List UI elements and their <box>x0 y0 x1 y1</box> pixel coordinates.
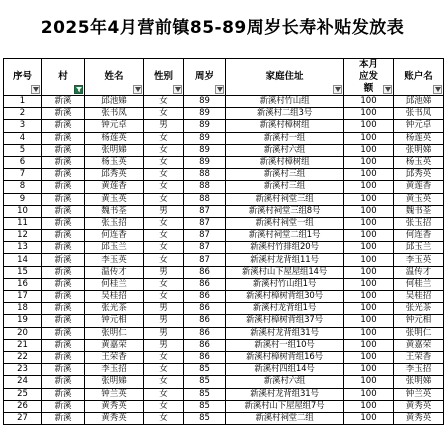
cell-name[interactable]: 李玉招 <box>85 364 144 376</box>
table-row <box>4 266 444 278</box>
cell-age[interactable]: 85 <box>184 388 226 400</box>
cell-age[interactable]: 89 <box>184 108 226 120</box>
cell-amount[interactable]: 100 <box>344 412 394 424</box>
cell-gender[interactable]: 女 <box>144 388 184 400</box>
header-account <box>394 59 444 96</box>
cell-no[interactable]: 5 <box>4 144 42 156</box>
cell-age[interactable]: 85 <box>184 364 226 376</box>
cell-address[interactable]: 新溪村一组 <box>226 132 344 144</box>
cell-amount[interactable]: 100 <box>344 400 394 412</box>
filter-dropdown-icon[interactable] <box>433 85 442 94</box>
cell-village[interactable]: 新溪 <box>42 291 85 303</box>
header-gender <box>144 59 184 96</box>
filter-dropdown-icon[interactable] <box>333 85 342 94</box>
cell-address[interactable]: 新溪村六组 <box>226 144 344 156</box>
table-row <box>4 351 444 363</box>
cell-village[interactable]: 新溪 <box>42 144 85 156</box>
cell-gender[interactable]: 男 <box>144 315 184 327</box>
cell-gender[interactable]: 女 <box>144 278 184 290</box>
table-row <box>4 144 444 156</box>
cell-age[interactable]: 85 <box>184 376 226 388</box>
cell-village[interactable]: 新溪 <box>42 388 85 400</box>
sheet-title: 2025年4月营前镇85-89周岁长寿补贴发放表 <box>40 17 405 38</box>
cell-amount[interactable]: 100 <box>344 120 394 132</box>
header-no-label: 序号 <box>12 71 32 82</box>
cell-age[interactable]: 86 <box>184 278 226 290</box>
cell-no[interactable]: 19 <box>4 315 42 327</box>
cell-address[interactable]: 新溪村竹排组20号 <box>226 242 344 254</box>
cell-age[interactable]: 86 <box>184 339 226 351</box>
cell-village[interactable]: 新溪 <box>42 217 85 229</box>
cell-no[interactable]: 10 <box>4 205 42 217</box>
table-row <box>4 230 444 242</box>
cell-age[interactable]: 86 <box>184 315 226 327</box>
cell-account[interactable]: 何连香 <box>394 230 444 242</box>
cell-amount[interactable]: 100 <box>344 315 394 327</box>
table-row <box>4 169 444 181</box>
cell-address[interactable]: 新溪村龙背组11号 <box>226 254 344 266</box>
cell-gender[interactable]: 男 <box>144 266 184 278</box>
cell-address[interactable]: 新溪村祠堂二组 <box>226 412 344 424</box>
cell-village[interactable]: 新溪 <box>42 254 85 266</box>
cell-address[interactable]: 新溪村龙背组31号 <box>226 327 344 339</box>
header-age <box>184 59 226 96</box>
header-gender-label: 性别 <box>153 71 173 82</box>
cell-gender[interactable]: 女 <box>144 156 184 168</box>
cell-amount[interactable]: 100 <box>344 254 394 266</box>
table-row <box>4 364 444 376</box>
cell-no[interactable]: 15 <box>4 266 42 278</box>
cell-name[interactable]: 张明娣 <box>85 144 144 156</box>
cell-name[interactable]: 邱秀英 <box>85 169 144 181</box>
cell-amount[interactable]: 100 <box>344 364 394 376</box>
cell-village[interactable]: 新溪 <box>42 351 85 363</box>
cell-address[interactable]: 新溪村竹山组1号 <box>226 278 344 290</box>
table-row <box>4 339 444 351</box>
cell-name[interactable]: 杨莲英 <box>85 132 144 144</box>
cell-name[interactable]: 张书凤 <box>85 108 144 120</box>
cell-no[interactable]: 22 <box>4 351 42 363</box>
table-row <box>4 193 444 205</box>
header-amount-label: 本月应发额 <box>358 59 378 94</box>
cell-address[interactable]: 新溪村祠堂一组 <box>226 217 344 229</box>
cell-no[interactable]: 14 <box>4 254 42 266</box>
cell-address[interactable]: 新溪村三组 <box>226 169 344 181</box>
cell-village[interactable]: 新溪 <box>42 266 85 278</box>
cell-name[interactable]: 黄秀英 <box>85 400 144 412</box>
cell-name[interactable]: 黄嘉荣 <box>85 339 144 351</box>
cell-name[interactable]: 黄莲香 <box>85 181 144 193</box>
cell-village[interactable]: 新溪 <box>42 242 85 254</box>
cell-gender[interactable]: 女 <box>144 169 184 181</box>
cell-no[interactable]: 3 <box>4 120 42 132</box>
cell-gender[interactable]: 女 <box>144 254 184 266</box>
cell-name[interactable]: 何连香 <box>85 230 144 242</box>
table-row <box>4 132 444 144</box>
cell-amount[interactable]: 100 <box>344 108 394 120</box>
table-row <box>4 400 444 412</box>
cell-village[interactable]: 新溪 <box>42 120 85 132</box>
table-row <box>4 242 444 254</box>
cell-account[interactable]: 张光茶 <box>394 303 444 315</box>
cell-no[interactable]: 8 <box>4 181 42 193</box>
cell-account[interactable]: 黄秀英 <box>394 412 444 424</box>
cell-age[interactable]: 89 <box>184 144 226 156</box>
filter-dropdown-icon[interactable] <box>31 85 40 94</box>
cell-address[interactable]: 新溪村一组10号 <box>226 339 344 351</box>
header-village-label: 村 <box>58 71 68 82</box>
cell-amount[interactable]: 100 <box>344 132 394 144</box>
cell-age[interactable]: 89 <box>184 120 226 132</box>
cell-village[interactable]: 新溪 <box>42 376 85 388</box>
cell-name[interactable]: 邱玉兰 <box>85 242 144 254</box>
cell-account[interactable]: 吴桂招 <box>394 291 444 303</box>
cell-village[interactable]: 新溪 <box>42 193 85 205</box>
cell-address[interactable]: 新溪村六组 <box>226 376 344 388</box>
cell-gender[interactable]: 女 <box>144 132 184 144</box>
header-address-label: 家庭住址 <box>265 71 304 82</box>
cell-amount[interactable]: 100 <box>344 193 394 205</box>
cell-no[interactable]: 1 <box>4 96 42 108</box>
cell-gender[interactable]: 女 <box>144 400 184 412</box>
cell-name[interactable]: 张明仁 <box>85 327 144 339</box>
cell-age[interactable]: 87 <box>184 205 226 217</box>
cell-village[interactable]: 新溪 <box>42 278 85 290</box>
cell-address[interactable]: 新溪村龙背组1号 <box>226 303 344 315</box>
cell-account[interactable]: 钟元相 <box>394 315 444 327</box>
cell-no[interactable]: 26 <box>4 400 42 412</box>
cell-name[interactable]: 魏书荃 <box>85 205 144 217</box>
cell-gender[interactable]: 女 <box>144 96 184 108</box>
cell-amount[interactable]: 100 <box>344 376 394 388</box>
cell-age[interactable]: 87 <box>184 242 226 254</box>
cell-age[interactable]: 87 <box>184 217 226 229</box>
cell-name[interactable]: 温传才 <box>85 266 144 278</box>
cell-address[interactable]: 新溪村樟树组 <box>226 156 344 168</box>
cell-age[interactable]: 88 <box>184 181 226 193</box>
cell-gender[interactable]: 女 <box>144 364 184 376</box>
subsidy-table <box>3 58 444 425</box>
cell-no[interactable]: 20 <box>4 327 42 339</box>
cell-account[interactable]: 黄玉英 <box>394 193 444 205</box>
table-row <box>4 254 444 266</box>
cell-name[interactable]: 钟元相 <box>85 315 144 327</box>
table-row <box>4 291 444 303</box>
cell-age[interactable]: 88 <box>184 193 226 205</box>
cell-amount[interactable]: 100 <box>344 291 394 303</box>
cell-village[interactable]: 新溪 <box>42 412 85 424</box>
cell-gender[interactable]: 女 <box>144 217 184 229</box>
cell-account[interactable]: 邱秀英 <box>394 169 444 181</box>
cell-no[interactable]: 13 <box>4 242 42 254</box>
cell-name[interactable]: 杨玉英 <box>85 156 144 168</box>
cell-age[interactable]: 88 <box>184 169 226 181</box>
header-address <box>226 59 344 96</box>
cell-address[interactable]: 新溪村樟树背组30号 <box>226 291 344 303</box>
table-row <box>4 217 444 229</box>
cell-amount[interactable]: 100 <box>344 303 394 315</box>
cell-amount[interactable]: 100 <box>344 351 394 363</box>
cell-age[interactable]: 87 <box>184 254 226 266</box>
header-no <box>4 59 42 96</box>
header-village <box>42 59 85 96</box>
cell-no[interactable]: 6 <box>4 156 42 168</box>
table-row <box>4 376 444 388</box>
cell-gender[interactable]: 女 <box>144 351 184 363</box>
cell-address[interactable]: 新溪村祠堂三组 <box>226 193 344 205</box>
cell-account[interactable]: 何桂兰 <box>394 278 444 290</box>
cell-name[interactable]: 吴桂招 <box>85 291 144 303</box>
cell-account[interactable]: 魏书荃 <box>394 205 444 217</box>
cell-age[interactable]: 86 <box>184 351 226 363</box>
cell-name[interactable]: 王荣香 <box>85 351 144 363</box>
cell-village[interactable]: 新溪 <box>42 169 85 181</box>
table-row <box>4 315 444 327</box>
table-row <box>4 412 444 424</box>
cell-name[interactable]: 张明娣 <box>85 376 144 388</box>
cell-gender[interactable]: 女 <box>144 230 184 242</box>
cell-address[interactable]: 新溪村樟树背组16号 <box>226 351 344 363</box>
cell-amount[interactable]: 100 <box>344 217 394 229</box>
cell-address[interactable]: 新溪村樟树背组37号 <box>226 315 344 327</box>
cell-account[interactable]: 邱玉兰 <box>394 242 444 254</box>
cell-amount[interactable]: 100 <box>344 327 394 339</box>
cell-account[interactable]: 张书凤 <box>394 108 444 120</box>
cell-amount[interactable]: 100 <box>344 388 394 400</box>
table-row <box>4 156 444 168</box>
table-row <box>4 120 444 132</box>
cell-amount[interactable]: 100 <box>344 205 394 217</box>
cell-gender[interactable]: 女 <box>144 181 184 193</box>
cell-age[interactable]: 89 <box>184 132 226 144</box>
table-row <box>4 181 444 193</box>
header-name-label: 姓名 <box>104 71 124 82</box>
cell-gender[interactable]: 女 <box>144 412 184 424</box>
header-account-label: 账户名 <box>404 71 433 82</box>
cell-village[interactable]: 新溪 <box>42 132 85 144</box>
cell-age[interactable]: 89 <box>184 96 226 108</box>
cell-account[interactable]: 李玉英 <box>394 254 444 266</box>
cell-no[interactable]: 9 <box>4 193 42 205</box>
cell-amount[interactable]: 100 <box>344 144 394 156</box>
cell-gender[interactable]: 男 <box>144 339 184 351</box>
cell-gender[interactable]: 男 <box>144 120 184 132</box>
cell-village[interactable]: 新溪 <box>42 400 85 412</box>
cell-gender[interactable]: 男 <box>144 327 184 339</box>
header-age-label: 周岁 <box>194 71 214 82</box>
cell-village[interactable]: 新溪 <box>42 181 85 193</box>
cell-no[interactable]: 24 <box>4 376 42 388</box>
filter-dropdown-icon[interactable] <box>133 85 142 94</box>
cell-amount[interactable]: 100 <box>344 339 394 351</box>
cell-amount[interactable]: 100 <box>344 169 394 181</box>
cell-amount[interactable]: 100 <box>344 242 394 254</box>
cell-gender[interactable]: 女 <box>144 144 184 156</box>
cell-amount[interactable]: 100 <box>344 156 394 168</box>
cell-no[interactable]: 16 <box>4 278 42 290</box>
cell-village[interactable]: 新溪 <box>42 303 85 315</box>
filter-dropdown-icon[interactable] <box>383 85 392 94</box>
cell-address[interactable]: 新溪村三组 <box>226 181 344 193</box>
cell-no[interactable]: 27 <box>4 412 42 424</box>
table-row <box>4 205 444 217</box>
cell-account[interactable]: 杨莲英 <box>394 132 444 144</box>
cell-age[interactable]: 86 <box>184 327 226 339</box>
cell-account[interactable]: 温传才 <box>394 266 444 278</box>
cell-address[interactable]: 新溪村祠堂二组1号 <box>226 230 344 242</box>
cell-address[interactable]: 新溪村二组3号 <box>226 108 344 120</box>
cell-village[interactable]: 新溪 <box>42 364 85 376</box>
active-filter-icon[interactable] <box>74 85 83 94</box>
cell-amount[interactable]: 100 <box>344 181 394 193</box>
cell-village[interactable]: 新溪 <box>42 108 85 120</box>
cell-age[interactable]: 87 <box>184 230 226 242</box>
cell-no[interactable]: 4 <box>4 132 42 144</box>
cell-no[interactable]: 12 <box>4 230 42 242</box>
cell-account[interactable]: 王荣香 <box>394 351 444 363</box>
cell-age[interactable]: 86 <box>184 303 226 315</box>
cell-amount[interactable]: 100 <box>344 266 394 278</box>
cell-name[interactable]: 张光茶 <box>85 303 144 315</box>
cell-gender[interactable]: 女 <box>144 193 184 205</box>
table-row <box>4 108 444 120</box>
cell-gender[interactable]: 男 <box>144 205 184 217</box>
cell-no[interactable]: 2 <box>4 108 42 120</box>
cell-gender[interactable]: 女 <box>144 291 184 303</box>
table-row <box>4 96 444 108</box>
cell-name[interactable]: 钟元卓 <box>85 120 144 132</box>
cell-account[interactable]: 张明仁 <box>394 327 444 339</box>
cell-address[interactable]: 新溪村祠堂三组8号 <box>226 205 344 217</box>
cell-account[interactable]: 黄嘉荣 <box>394 339 444 351</box>
header-amount <box>344 59 394 96</box>
cell-village[interactable]: 新溪 <box>42 96 85 108</box>
header-name <box>85 59 144 96</box>
cell-gender[interactable]: 女 <box>144 108 184 120</box>
cell-gender[interactable]: 女 <box>144 376 184 388</box>
cell-account[interactable]: 张玉招 <box>394 217 444 229</box>
cell-name[interactable]: 李玉英 <box>85 254 144 266</box>
table-row <box>4 327 444 339</box>
cell-no[interactable]: 21 <box>4 339 42 351</box>
cell-village[interactable]: 新溪 <box>42 339 85 351</box>
cell-gender[interactable]: 女 <box>144 242 184 254</box>
cell-address[interactable]: 新溪村龙背组31号 <box>226 388 344 400</box>
filter-dropdown-icon[interactable] <box>173 85 182 94</box>
cell-account[interactable]: 钟元卓 <box>394 120 444 132</box>
cell-address[interactable]: 新溪村竹山组 <box>226 96 344 108</box>
cell-account[interactable]: 邱池娣 <box>394 96 444 108</box>
cell-no[interactable]: 23 <box>4 364 42 376</box>
cell-name[interactable]: 邱池娣 <box>85 96 144 108</box>
cell-age[interactable]: 86 <box>184 291 226 303</box>
cell-gender[interactable]: 男 <box>144 303 184 315</box>
cell-age[interactable]: 85 <box>184 400 226 412</box>
cell-account[interactable]: 张明娣 <box>394 144 444 156</box>
cell-account[interactable]: 钟兰英 <box>394 388 444 400</box>
cell-amount[interactable]: 100 <box>344 278 394 290</box>
cell-no[interactable]: 7 <box>4 169 42 181</box>
table-row <box>4 388 444 400</box>
cell-age[interactable]: 86 <box>184 266 226 278</box>
cell-address[interactable]: 新溪村山下屋屋组14号 <box>226 266 344 278</box>
cell-no[interactable]: 17 <box>4 291 42 303</box>
cell-name[interactable]: 张玉招 <box>85 217 144 229</box>
cell-village[interactable]: 新溪 <box>42 156 85 168</box>
cell-account[interactable]: 杨玉英 <box>394 156 444 168</box>
cell-amount[interactable]: 100 <box>344 96 394 108</box>
cell-age[interactable]: 85 <box>184 412 226 424</box>
cell-no[interactable]: 11 <box>4 217 42 229</box>
cell-village[interactable]: 新溪 <box>42 327 85 339</box>
table-row <box>4 303 444 315</box>
cell-village[interactable]: 新溪 <box>42 230 85 242</box>
cell-account[interactable]: 黄莲香 <box>394 181 444 193</box>
table-body <box>4 96 444 425</box>
cell-village[interactable]: 新溪 <box>42 205 85 217</box>
cell-address[interactable]: 新溪村山下屋屋组7号 <box>226 400 344 412</box>
cell-name[interactable]: 黄玉英 <box>85 193 144 205</box>
cell-age[interactable]: 89 <box>184 156 226 168</box>
cell-account[interactable]: 李玉招 <box>394 364 444 376</box>
filter-dropdown-icon[interactable] <box>215 85 224 94</box>
cell-address[interactable]: 新溪村樟树组 <box>226 120 344 132</box>
cell-name[interactable]: 黄秀英 <box>85 412 144 424</box>
cell-village[interactable]: 新溪 <box>42 315 85 327</box>
cell-name[interactable]: 钟兰英 <box>85 388 144 400</box>
cell-account[interactable]: 张明娣 <box>394 376 444 388</box>
cell-address[interactable]: 新溪村四组14号 <box>226 364 344 376</box>
cell-amount[interactable]: 100 <box>344 230 394 242</box>
table-row <box>4 278 444 290</box>
cell-name[interactable]: 何桂兰 <box>85 278 144 290</box>
header-row <box>4 59 444 96</box>
cell-no[interactable]: 25 <box>4 388 42 400</box>
cell-account[interactable]: 黄秀英 <box>394 400 444 412</box>
cell-no[interactable]: 18 <box>4 303 42 315</box>
